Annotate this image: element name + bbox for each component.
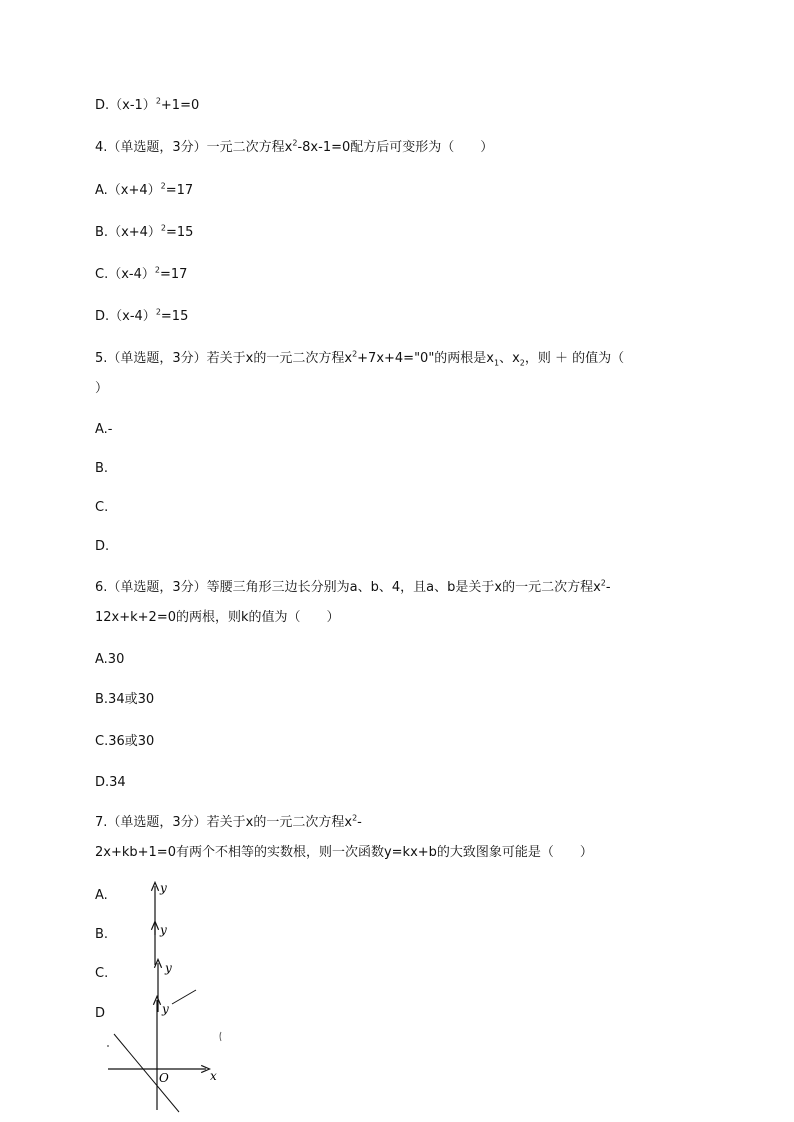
q5-option-d: D. bbox=[95, 539, 110, 554]
graph-d bbox=[107, 1000, 221, 1112]
q5-option-c: C. bbox=[95, 500, 109, 515]
q4-option-b: $B.(x+4)^2=15$ bbox=[95, 223, 194, 240]
graph-d-origin-label: O bbox=[159, 1071, 169, 1085]
graph-b-y-label: y bbox=[160, 923, 167, 937]
graph-c-line bbox=[172, 990, 196, 1004]
q7-option-a: A. bbox=[95, 888, 108, 903]
q6-stem-line2: 12x+k+2=0的两根，则k的值为（ ） bbox=[95, 610, 340, 625]
q4-stem: 4.（单选题，3分）一元二次方程$x^2-8x-1=0$配方后可变形为（ ） bbox=[95, 138, 494, 155]
graph-d-speck bbox=[107, 1045, 109, 1047]
graph-d-x-label: x bbox=[210, 1069, 217, 1083]
q6-stem: 6.（单选题，3分）等腰三角形三边长分别为a、b、4，且a、b是关于x的一元二次方程$x^2-$ bbox=[95, 578, 611, 595]
q7-stem: 7.（单选题，3分）若关于x的一元二次方程$x^2-$ bbox=[95, 813, 362, 830]
graph-a-y-label: y bbox=[160, 881, 167, 895]
graph-d-line bbox=[114, 1034, 179, 1112]
q5-stem: 5.（单选题，3分）若关于x的一元二次方程$x^2+7x+4="0$"的两根是$x_1$、$x_2$，则 ＋ 的值为（ bbox=[95, 349, 625, 368]
q4-option-a: $A.(x+4)^2=17$ bbox=[95, 181, 194, 198]
q7-option-d: D bbox=[95, 1006, 106, 1021]
q7-stem-line2: 2x+kb+1=0有两个不相等的实数根，则一次函数y=kx+b的大致图象可能是（ ） bbox=[95, 845, 593, 860]
graph-c-y-label: y bbox=[165, 961, 172, 975]
graph-d-fragment bbox=[220, 1032, 221, 1041]
q4-option-c: $C.(x-4)^2=17$ bbox=[95, 265, 188, 282]
q4-option-d: $D.(x-4)^2=15$ bbox=[95, 307, 189, 324]
graph-d-y-label: y bbox=[162, 1002, 169, 1016]
graph-b bbox=[155, 923, 167, 965]
q5-stem-line2: ） bbox=[95, 381, 109, 396]
q3-option-d: $D.(x-1)^2+1=0$ bbox=[95, 96, 200, 113]
q7-option-b: B. bbox=[95, 927, 109, 942]
q6-option-a: A.30 bbox=[95, 652, 125, 667]
q6-option-c: C.36或30 bbox=[95, 734, 155, 749]
q7-option-c: C. bbox=[95, 966, 109, 981]
q6-option-d: D.34 bbox=[95, 775, 126, 790]
q5-option-b: B. bbox=[95, 461, 109, 476]
q6-option-b: B.34或30 bbox=[95, 692, 155, 707]
q5-option-a: A.- bbox=[95, 422, 113, 437]
